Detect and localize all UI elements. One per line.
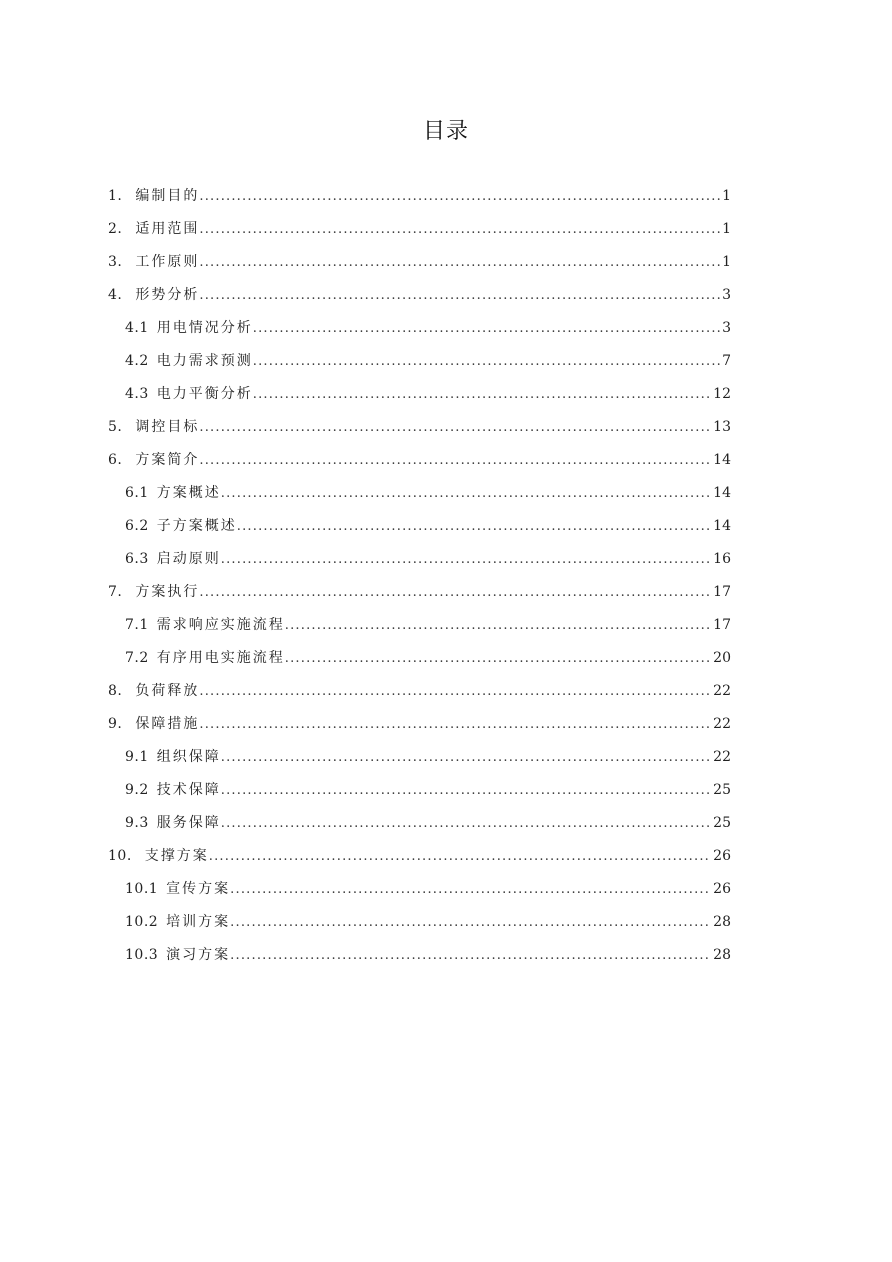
toc-entry-title: 方案概述 bbox=[156, 485, 221, 501]
toc-entry-title: 启动原则 bbox=[156, 551, 221, 567]
toc-entry-number: 4.1 bbox=[125, 320, 149, 336]
toc-entry-title: 形势分析 bbox=[135, 287, 200, 303]
toc-entry-number: 4. bbox=[108, 287, 123, 303]
toc-entry[interactable] bbox=[108, 213, 731, 246]
toc-dot-leader bbox=[237, 510, 711, 543]
page-title: 目录 bbox=[422, 119, 469, 144]
toc-entry-number: 9.1 bbox=[125, 749, 149, 765]
toc-entry-number: 7.2 bbox=[125, 650, 149, 666]
table-of-contents bbox=[108, 180, 731, 972]
toc-entry[interactable] bbox=[108, 543, 731, 576]
toc-entry-number: 9.3 bbox=[125, 815, 149, 831]
toc-entry-page-number: 22 bbox=[713, 749, 731, 765]
toc-dot-leader bbox=[221, 807, 711, 840]
toc-entry-number: 3. bbox=[108, 254, 123, 270]
toc-entry-number: 10. bbox=[108, 848, 132, 864]
toc-entry-number: 4.2 bbox=[125, 353, 149, 369]
toc-entry-number: 4.3 bbox=[125, 386, 149, 402]
toc-dot-leader bbox=[221, 774, 711, 807]
toc-entry-number: 9. bbox=[108, 716, 123, 732]
toc-entry-number: 10.3 bbox=[125, 947, 159, 963]
toc-entry[interactable] bbox=[108, 840, 731, 873]
toc-entry-title: 方案简介 bbox=[135, 452, 200, 468]
toc-entry-page-number: 17 bbox=[713, 584, 731, 600]
toc-dot-leader bbox=[199, 246, 720, 279]
toc-dot-leader bbox=[199, 675, 711, 708]
toc-entry-number: 7.1 bbox=[125, 617, 149, 633]
toc-entry-title: 宣传方案 bbox=[166, 881, 231, 897]
toc-entry[interactable] bbox=[108, 873, 731, 906]
toc-entry-page-number: 20 bbox=[713, 650, 731, 666]
toc-dot-leader bbox=[199, 576, 711, 609]
toc-dot-leader bbox=[199, 213, 720, 246]
toc-entry-number: 6.2 bbox=[125, 518, 149, 534]
toc-entry-title: 服务保障 bbox=[156, 815, 221, 831]
toc-entry[interactable] bbox=[108, 477, 731, 510]
toc-entry-title: 方案执行 bbox=[135, 584, 200, 600]
toc-entry-number: 7. bbox=[108, 584, 123, 600]
toc-dot-leader bbox=[285, 609, 711, 642]
toc-entry-page-number: 14 bbox=[713, 485, 731, 501]
toc-entry-page-number: 1 bbox=[722, 188, 731, 204]
toc-entry-page-number: 28 bbox=[713, 914, 731, 930]
toc-entry-title: 电力平衡分析 bbox=[156, 386, 253, 402]
toc-entry-page-number: 25 bbox=[713, 815, 731, 831]
toc-entry-number: 6.1 bbox=[125, 485, 149, 501]
toc-entry-title: 工作原则 bbox=[135, 254, 200, 270]
toc-entry-page-number: 25 bbox=[713, 782, 731, 798]
toc-dot-leader bbox=[221, 543, 711, 576]
toc-dot-leader bbox=[230, 906, 711, 939]
toc-entry-title: 用电情况分析 bbox=[156, 320, 253, 336]
toc-dot-leader bbox=[199, 279, 720, 312]
toc-entry-page-number: 14 bbox=[713, 452, 731, 468]
toc-entry-page-number: 1 bbox=[722, 254, 731, 270]
toc-entry-title: 保障措施 bbox=[135, 716, 200, 732]
toc-entry-title: 编制目的 bbox=[135, 188, 200, 204]
toc-entry-number: 5. bbox=[108, 419, 123, 435]
toc-entry[interactable] bbox=[108, 708, 731, 741]
toc-entry[interactable] bbox=[108, 510, 731, 543]
toc-entry-title: 调控目标 bbox=[135, 419, 200, 435]
toc-entry-page-number: 26 bbox=[713, 881, 731, 897]
toc-entry-title: 负荷释放 bbox=[135, 683, 200, 699]
toc-dot-leader bbox=[199, 411, 711, 444]
toc-entry-page-number: 22 bbox=[713, 683, 731, 699]
toc-entry-page-number: 28 bbox=[713, 947, 731, 963]
toc-entry-title: 子方案概述 bbox=[156, 518, 237, 534]
toc-entry[interactable] bbox=[108, 906, 731, 939]
toc-entry-page-number: 1 bbox=[722, 221, 731, 237]
toc-entry-page-number: 3 bbox=[722, 287, 731, 303]
toc-entry-title: 有序用电实施流程 bbox=[156, 650, 285, 666]
toc-entry-page-number: 14 bbox=[713, 518, 731, 534]
toc-entry-title: 电力需求预测 bbox=[156, 353, 253, 369]
toc-entry[interactable] bbox=[108, 609, 731, 642]
toc-entry-title: 支撑方案 bbox=[144, 848, 209, 864]
toc-entry-number: 10.2 bbox=[125, 914, 159, 930]
toc-entry-number: 6. bbox=[108, 452, 123, 468]
toc-dot-leader bbox=[230, 939, 711, 972]
toc-entry-page-number: 13 bbox=[713, 419, 731, 435]
toc-entry-number: 6.3 bbox=[125, 551, 149, 567]
toc-entry[interactable] bbox=[108, 576, 731, 609]
toc-entry[interactable] bbox=[108, 246, 731, 279]
toc-dot-leader bbox=[221, 741, 711, 774]
toc-dot-leader bbox=[230, 873, 711, 906]
toc-dot-leader bbox=[285, 642, 711, 675]
toc-entry-title: 组织保障 bbox=[156, 749, 221, 765]
toc-entry-title: 演习方案 bbox=[166, 947, 231, 963]
toc-entry[interactable] bbox=[108, 807, 731, 840]
toc-entry[interactable] bbox=[108, 312, 731, 345]
toc-entry-title: 技术保障 bbox=[156, 782, 221, 798]
toc-entry[interactable] bbox=[108, 939, 731, 972]
toc-entry-page-number: 22 bbox=[713, 716, 731, 732]
toc-entry-title: 培训方案 bbox=[166, 914, 231, 930]
toc-dot-leader bbox=[253, 378, 711, 411]
toc-entry[interactable] bbox=[108, 279, 731, 312]
toc-entry-number: 10.1 bbox=[125, 881, 159, 897]
toc-entry-page-number: 17 bbox=[713, 617, 731, 633]
toc-entry[interactable] bbox=[108, 642, 731, 675]
toc-entry-number: 9.2 bbox=[125, 782, 149, 798]
toc-entry-page-number: 3 bbox=[722, 320, 731, 336]
toc-dot-leader bbox=[221, 477, 711, 510]
toc-entry-title: 适用范围 bbox=[135, 221, 200, 237]
toc-entry[interactable] bbox=[108, 411, 731, 444]
toc-dot-leader bbox=[209, 840, 711, 873]
toc-dot-leader bbox=[199, 708, 711, 741]
toc-dot-leader bbox=[199, 180, 720, 213]
toc-entry[interactable] bbox=[108, 774, 731, 807]
toc-entry[interactable] bbox=[108, 675, 731, 708]
toc-entry-number: 8. bbox=[108, 683, 123, 699]
toc-entry[interactable] bbox=[108, 378, 731, 411]
toc-entry-page-number: 16 bbox=[713, 551, 731, 567]
toc-dot-leader bbox=[199, 444, 711, 477]
toc-entry[interactable] bbox=[108, 444, 731, 477]
toc-dot-leader bbox=[253, 312, 720, 345]
toc-dot-leader bbox=[253, 345, 720, 378]
toc-entry-number: 2. bbox=[108, 221, 123, 237]
toc-entry-page-number: 26 bbox=[713, 848, 731, 864]
toc-entry-number: 1. bbox=[108, 188, 123, 204]
toc-entry-page-number: 12 bbox=[713, 386, 731, 402]
toc-entry[interactable] bbox=[108, 180, 731, 213]
toc-entry[interactable] bbox=[108, 345, 731, 378]
toc-entry-page-number: 7 bbox=[722, 353, 731, 369]
toc-entry[interactable] bbox=[108, 741, 731, 774]
toc-entry-title: 需求响应实施流程 bbox=[156, 617, 285, 633]
